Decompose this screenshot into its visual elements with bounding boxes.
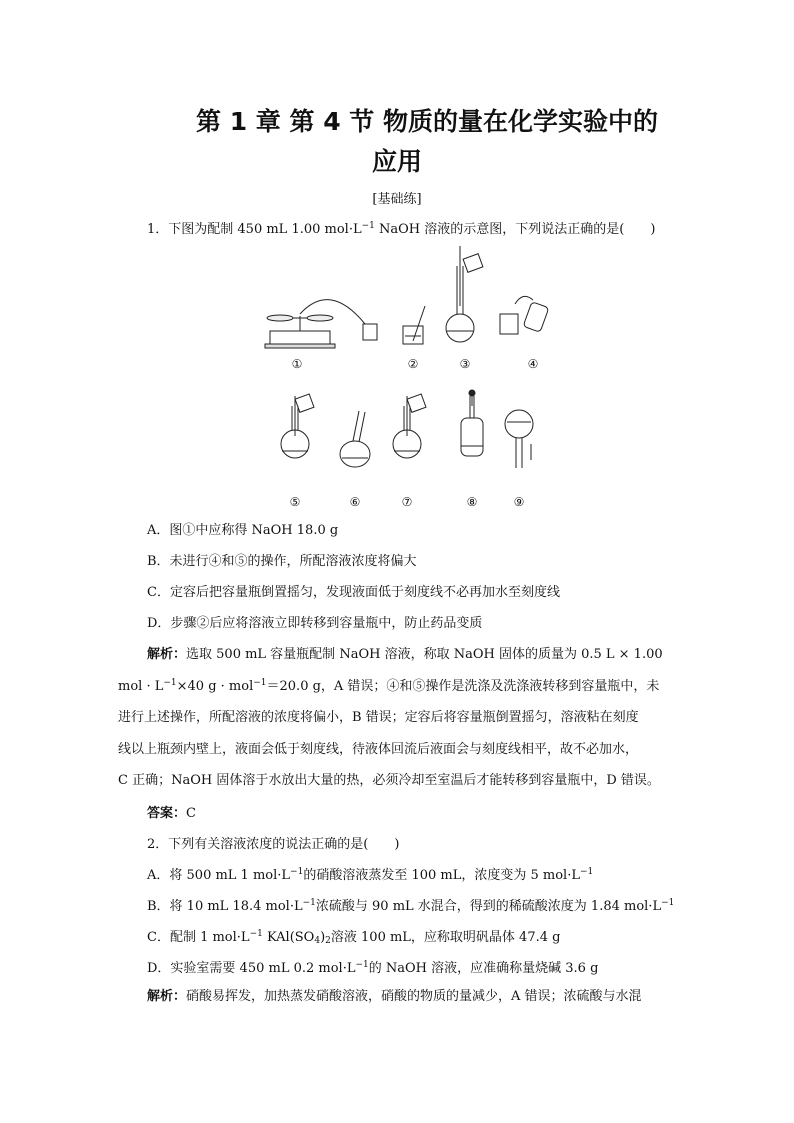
page-title <box>0 102 794 182</box>
figure-label: ① <box>291 357 303 371</box>
option-c: C．定容后把容量瓶倒置摇匀，发现液面低于刻度线不必再加水至刻度线 <box>147 585 560 600</box>
balance-icon <box>265 300 377 348</box>
question-2-stem: 2．下列有关溶液浓度的说法正确的是( ) <box>147 837 400 852</box>
lab-apparatus-figure <box>255 246 565 514</box>
q2-option-c: C．配制 1 $mol\cdot L^{-1}$ $KAl(SO_4)_2$溶液 100 mL，应称取明矾晶体 47.4 g <box>147 929 561 946</box>
beaker-stirring-icon <box>403 306 425 344</box>
answer-1: 答案：C <box>147 806 196 821</box>
figure-label: ⑨ <box>513 495 525 509</box>
volumetric-flask-icon <box>446 246 483 342</box>
analysis-1: 解析：选取 500 mL 容量瓶配制 NaOH 溶液，称取 NaOH 固体的质量为 0.5 L × 1.00 mol · $L^{-1}\times 40$ g · mol$^{-1}$＝20.0 g，A 错误；④和⑤操作是洗涤及洗涤液转移到容量瓶中，未 进行上述操作，所配溶液的浓度将偏小，B 错误；定容后将容量瓶倒置摇匀，溶液粘在刻度 线以上瓶颈内壁上，液面会低于刻度线，待液体回流后液面会与刻度线相平，故不必加水， C 正确；NaOH 固体溶于水放出大量的热，必须冷却至室温后才能转移到容量瓶中，D 错误。 <box>118 647 663 788</box>
q2-option-d: D．实验室需要 450 mL 0.2 $mol\cdot L^{-1}$的 NaOH 溶液，应准确称量烧碱 3.6 g <box>147 960 599 976</box>
figure-label: ③ <box>459 357 471 371</box>
flask-dropper-icon <box>461 390 483 456</box>
title-line-1: 第 1 章 第 4 节 物质的量在化学实验中的 <box>195 107 658 136</box>
figure-label: ④ <box>527 357 539 371</box>
figure-label: ⑧ <box>466 495 478 509</box>
q2-option-a: A．将 500 mL 1 $mol\cdot L^{-1}$的硝酸溶液蒸发至 100 mL，浓度变为 5 $mol\cdot L^{-1}$ <box>147 867 594 883</box>
q2-option-b: B．将 10 mL 18.4 $mol\cdot L^{-1}$浓硫酸与 90 mL 水混合，得到的稀硫酸浓度为 1.84 $mol\cdot L^{-1}$ <box>147 898 675 914</box>
title-line-2: 应用 <box>371 147 422 176</box>
option-a: A．图①中应称得 NaOH 18.0 g <box>147 523 339 538</box>
figure-label: ⑦ <box>401 495 413 509</box>
option-b: B．未进行④和⑤的操作，所配溶液浓度将偏大 <box>147 554 417 569</box>
figure-label: ② <box>407 357 419 371</box>
figure-label: ⑥ <box>349 495 361 509</box>
flask-pour-icon <box>281 394 314 458</box>
flask-pour-icon-2 <box>393 394 426 458</box>
round-flask-icon <box>340 411 370 467</box>
option-d: D．步骤②后应将溶液立即转移到容量瓶中，防止药品变质 <box>147 616 483 631</box>
section-subtitle: [基础练] <box>372 192 422 207</box>
question-1-stem: 1．下图为配制 450 mL 1.00 $mol\cdot L^{-1}$ NaOH 溶液的示意图，下列说法正确的是( ) <box>147 221 656 237</box>
analysis-2: 解析：硝酸易挥发，加热蒸发硝酸溶液，硝酸的物质的量减少，A 错误；浓硫酸与水混 <box>147 989 642 1004</box>
inverted-flask-icon <box>505 410 533 468</box>
figure-label: ⑤ <box>289 495 301 509</box>
wash-bottle-icon <box>500 296 549 334</box>
